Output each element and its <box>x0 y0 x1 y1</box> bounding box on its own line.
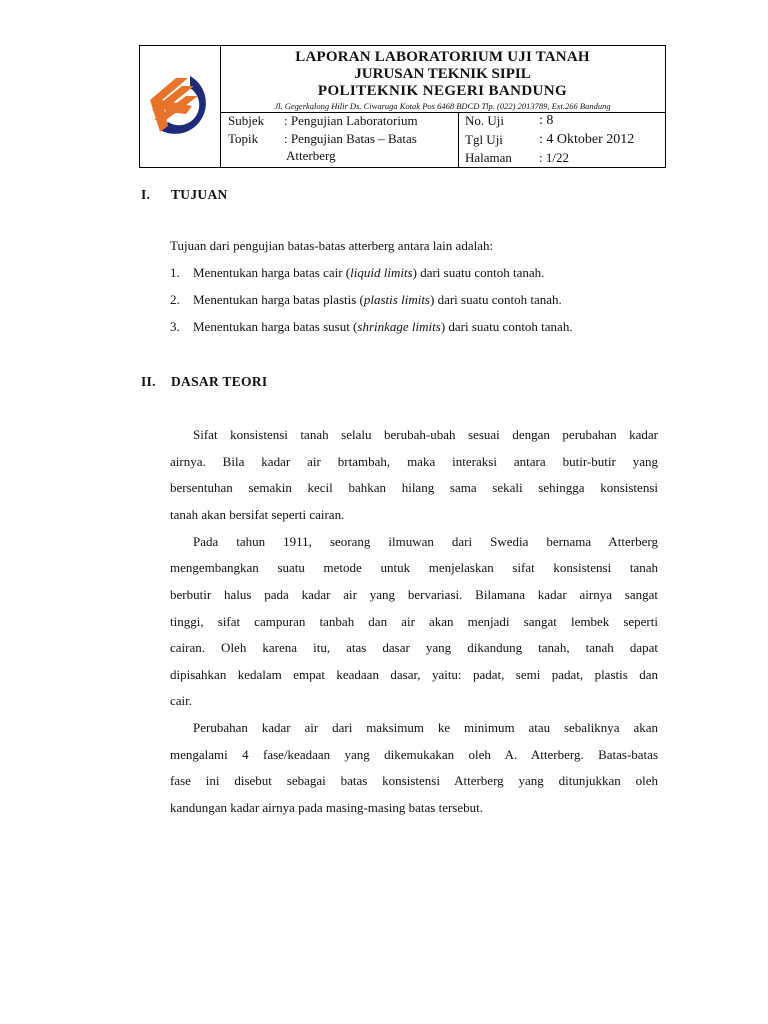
p2-line-2: mengembangkan suatu metode untuk menjelaskan sifat konsistensi tanah <box>170 560 658 575</box>
p2-line-6: dipisahkan kedalam empat keadaan dasar, yaitu: padat, semi padat, plastis dan <box>170 667 658 682</box>
header-address: Jl. Gegerkalong Hilir Ds. Ciwaruga Kotak Pos 6468 BDCD Tlp. (022) 2013789, Ext.266 Bandung <box>274 101 611 111</box>
p3-line-1: Perubahan kadar air dari maksimum ke minimum atau sebaliknya akan <box>193 720 658 735</box>
header-title-line3: POLITEKNIK NEGERI BANDUNG <box>317 83 568 99</box>
tujuan-item-1-num: 1. <box>170 265 180 280</box>
tujuan-item-3-num: 3. <box>170 319 180 334</box>
subjek-label: Subjek <box>228 113 265 128</box>
tujuan-intro: Tujuan dari pengujian batas-batas atterberg antara lain adalah: <box>170 238 494 253</box>
tujuan-item-2-num: 2. <box>170 292 180 307</box>
tujuan-item-1: Menentukan harga batas cair (liquid limits) dari suatu contoh tanah. <box>193 265 545 280</box>
p2-line-7: cair. <box>170 693 193 708</box>
tgl-uji-value: : 4 Oktober 2012 <box>539 132 635 147</box>
tujuan-item-2: Menentukan harga batas plastis (plastis limits) dari suatu contoh tanah. <box>193 292 562 307</box>
p3-line-2: mengalami 4 fase/keadaan yang dikemukakan oleh A. Atterberg. Batas-batas <box>170 747 658 762</box>
topik-value: : Pengujian Batas – Batas <box>284 131 417 146</box>
p3-line-4: kandungan kadar airnya pada masing-masing batas tersebut. <box>170 800 483 815</box>
tujuan-item-3: Menentukan harga batas susut (shrinkage limits) dari suatu contoh tanah. <box>193 319 573 334</box>
p2-line-1: Pada tahun 1911, seorang ilmuwan dari Swedia bernama Atterberg <box>193 534 658 549</box>
header-title-line2: JURUSAN TEKNIK SIPIL <box>354 66 531 82</box>
p2-line-5: cairan. Oleh karena itu, atas dasar yang dikandung tanah, tanah dapat <box>170 640 658 655</box>
p1-line-1: Sifat konsistensi tanah selalu berubah-ubah sesuai dengan perubahan kadar <box>193 427 658 442</box>
p2-line-3: berbutir halus pada kadar air yang bervariasi. Bilamana kadar airnya sangat <box>170 587 658 602</box>
halaman-label: Halaman <box>465 150 512 165</box>
header-title-block <box>220 46 665 113</box>
subjek-value: : Pengujian Laboratorium <box>284 113 418 128</box>
p3-line-3: fase ini disebut sebagai batas konsistensi Atterberg yang ditunjukkan oleh <box>170 773 658 788</box>
tgl-uji-label: Tgl Uji <box>465 132 503 147</box>
p1-line-3: bersentuhan semakin kecil bahkan hilang sama sekali sehingga konsistensi <box>170 480 658 495</box>
topik-label: Topik <box>228 131 259 146</box>
halaman-value: : 1/22 <box>539 150 569 165</box>
section-tujuan-number: I. <box>141 187 151 202</box>
no-uji-value: : 8 <box>539 113 554 128</box>
header-test-info-cell <box>459 112 665 167</box>
p1-line-4: tanah akan bersifat seperti cairan. <box>170 507 345 522</box>
logo-cell <box>140 46 221 167</box>
section-dasar-teori-number: II. <box>141 374 156 389</box>
polban-logo-icon <box>146 70 216 142</box>
no-uji-label: No. Uji <box>465 113 504 128</box>
report-header <box>139 45 666 168</box>
section-tujuan-heading: TUJUAN <box>171 187 228 202</box>
header-title-line1: LAPORAN LABORATORIUM UJI TANAH <box>295 49 590 65</box>
p1-line-2: airnya. Bila kadar air brtambah, maka interaksi antara butir-butir yang <box>170 454 658 469</box>
topik-value-cont: Atterberg <box>286 148 336 163</box>
p2-line-4: tinggi, sifat campuran tanbah dan air akan menjadi sangat lembek seperti <box>170 614 658 629</box>
section-dasar-teori-heading: DASAR TEORI <box>171 374 268 389</box>
header-subject-cell <box>220 112 459 167</box>
